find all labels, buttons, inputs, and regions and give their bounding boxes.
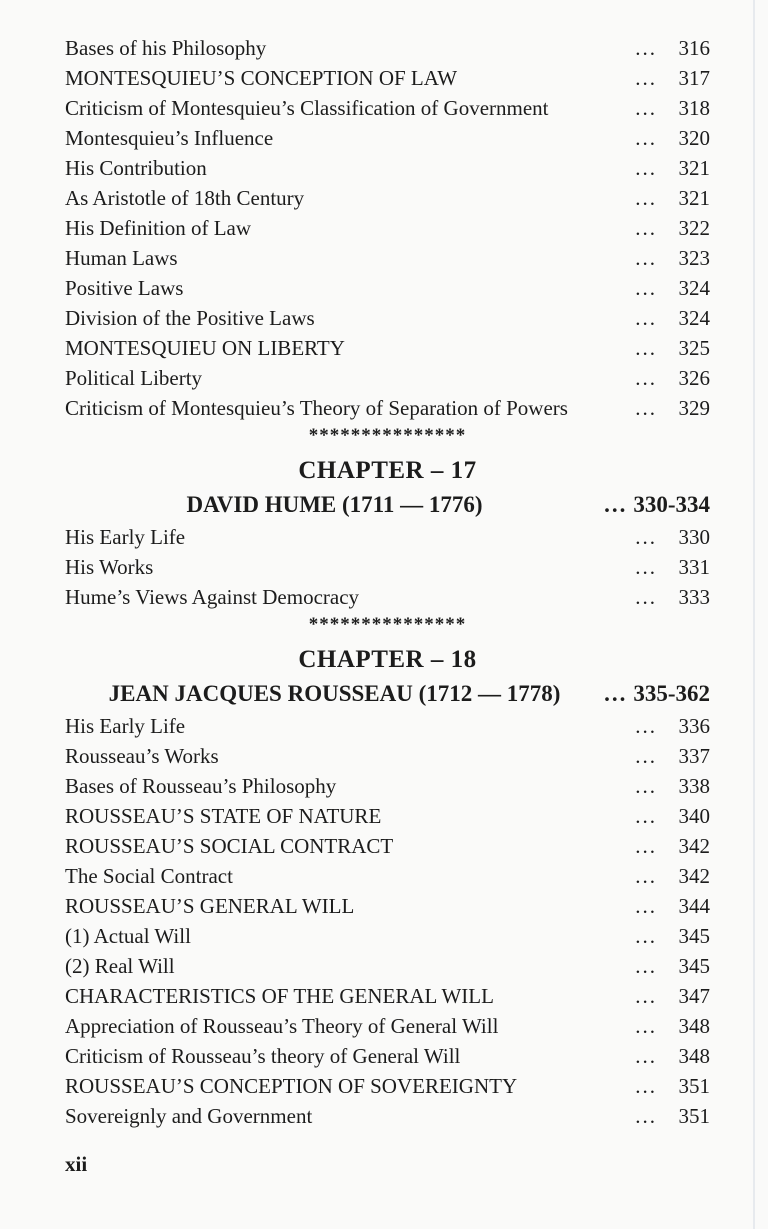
entry-page-number: 348 xyxy=(678,1044,710,1068)
toc-entry xyxy=(65,213,710,243)
entry-leader-dots: ... xyxy=(635,156,657,180)
entry-title: Sovereignly and Government xyxy=(65,1104,313,1128)
chapter-heading: CHAPTER – 18 xyxy=(298,646,477,673)
toc-entry xyxy=(65,861,710,891)
toc-entry xyxy=(65,801,710,831)
entry-leader-dots: ... xyxy=(635,774,657,798)
entry-title: As Aristotle of 18th Century xyxy=(65,186,305,210)
entry-title: ROUSSEAU’S CONCEPTION OF SOVEREIGNTY xyxy=(65,1074,518,1098)
entry-page-number: 329 xyxy=(678,396,710,420)
toc-entry xyxy=(65,711,710,741)
entry-page-number: 330 xyxy=(678,525,710,549)
toc-entry xyxy=(65,522,710,552)
toc-entry xyxy=(65,1101,710,1131)
toc-entry xyxy=(65,303,710,333)
entry-leader-dots: ... xyxy=(635,246,657,270)
entry-page-number: 325 xyxy=(678,336,710,360)
entry-page-number: 333 xyxy=(678,585,710,609)
stars-separator: *************** xyxy=(308,614,467,635)
entry-leader-dots: ... xyxy=(635,864,657,888)
entry-title: Criticism of Montesquieu’s Classification of Government xyxy=(65,96,549,120)
entry-title: His Early Life xyxy=(65,714,186,738)
toc-entry xyxy=(65,333,710,363)
toc-entry xyxy=(65,63,710,93)
toc-entry xyxy=(65,393,710,423)
entry-title: His Early Life xyxy=(65,525,186,549)
entry-leader-dots: ... xyxy=(635,336,657,360)
toc-rows xyxy=(65,33,710,1131)
entry-leader-dots: ... xyxy=(635,186,657,210)
entry-page-number: 351 xyxy=(678,1074,710,1098)
entry-page-number: 336 xyxy=(678,714,710,738)
toc-entry xyxy=(65,552,710,582)
chapter-name-line xyxy=(65,677,710,711)
toc-entry xyxy=(65,741,710,771)
entry-page-number: 345 xyxy=(678,954,710,978)
chapter-leader-dots: ... xyxy=(604,492,628,517)
entry-title: His Contribution xyxy=(65,156,207,180)
entry-leader-dots: ... xyxy=(635,216,657,240)
toc-entry xyxy=(65,891,710,921)
toc-entry xyxy=(65,183,710,213)
entry-page-number: 322 xyxy=(678,216,710,240)
toc-entry xyxy=(65,33,710,63)
chapter-page-range xyxy=(604,677,710,711)
entry-page-number: 340 xyxy=(678,804,710,828)
chapter-name-line xyxy=(65,488,710,522)
entry-page-number: 345 xyxy=(678,924,710,948)
entry-page-number: 348 xyxy=(678,1014,710,1038)
entry-title: ROUSSEAU’S STATE OF NATURE xyxy=(65,804,382,828)
entry-page-number: 351 xyxy=(678,1104,710,1128)
toc-entry xyxy=(65,1071,710,1101)
entry-title: Appreciation of Rousseau’s Theory of General Will xyxy=(65,1014,499,1038)
chapter-heading: CHAPTER – 17 xyxy=(298,457,477,484)
entry-page-number: 317 xyxy=(678,66,710,90)
entry-page-number: 342 xyxy=(678,864,710,888)
entry-title: The Social Contract xyxy=(65,864,233,888)
toc-entry xyxy=(65,153,710,183)
entry-page-number: 338 xyxy=(678,774,710,798)
stars-separator: *************** xyxy=(308,425,467,446)
entry-title: His Definition of Law xyxy=(65,216,252,240)
toc-entry xyxy=(65,951,710,981)
entry-title: Criticism of Montesquieu’s Theory of Separation of Powers xyxy=(65,396,568,420)
entry-title: (2) Real Will xyxy=(65,954,175,978)
toc-entry xyxy=(65,582,710,612)
entry-page-number: 337 xyxy=(678,744,710,768)
entry-page-number: 323 xyxy=(678,246,710,270)
chapter-pages: 335-362 xyxy=(633,681,710,706)
entry-leader-dots: ... xyxy=(635,66,657,90)
entry-leader-dots: ... xyxy=(635,1074,657,1098)
entry-leader-dots: ... xyxy=(635,36,657,60)
entry-title: Criticism of Rousseau’s theory of General Will xyxy=(65,1044,461,1068)
entry-title: Rousseau’s Works xyxy=(65,744,219,768)
entry-leader-dots: ... xyxy=(635,1044,657,1068)
entry-title: MONTESQUIEU ON LIBERTY xyxy=(65,336,345,360)
entry-title: Montesquieu’s Influence xyxy=(65,126,274,150)
chapter-leader-dots: ... xyxy=(604,681,628,706)
toc-entry xyxy=(65,1011,710,1041)
entry-leader-dots: ... xyxy=(635,525,657,549)
entry-leader-dots: ... xyxy=(635,744,657,768)
entry-title: Division of the Positive Laws xyxy=(65,306,315,330)
entry-leader-dots: ... xyxy=(635,126,657,150)
entry-title: Positive Laws xyxy=(65,276,184,300)
entry-leader-dots: ... xyxy=(635,585,657,609)
entry-leader-dots: ... xyxy=(635,894,657,918)
toc-entry xyxy=(65,273,710,303)
entry-page-number: 326 xyxy=(678,366,710,390)
entry-title: (1) Actual Will xyxy=(65,924,191,948)
entry-title: His Works xyxy=(65,555,154,579)
toc-entry xyxy=(65,981,710,1011)
chapter-pages: 330-334 xyxy=(633,492,710,517)
entry-leader-dots: ... xyxy=(635,396,657,420)
toc-entry xyxy=(65,363,710,393)
entry-page-number: 321 xyxy=(678,186,710,210)
toc-entry xyxy=(65,1041,710,1071)
toc-entry xyxy=(65,123,710,153)
chapter-name: JEAN JACQUES ROUSSEAU (1712 — 1778) xyxy=(108,681,561,706)
entry-page-number: 347 xyxy=(678,984,710,1008)
footer-page-number: xii xyxy=(65,1152,88,1176)
entry-title: CHARACTERISTICS OF THE GENERAL WILL xyxy=(65,984,494,1008)
entry-leader-dots: ... xyxy=(635,306,657,330)
entry-title: Bases of Rousseau’s Philosophy xyxy=(65,774,337,798)
entry-title: ROUSSEAU’S SOCIAL CONTRACT xyxy=(65,834,394,858)
chapter-name: DAVID HUME (1711 — 1776) xyxy=(186,492,483,517)
toc-entry xyxy=(65,771,710,801)
entry-leader-dots: ... xyxy=(635,834,657,858)
toc-entry xyxy=(65,93,710,123)
entry-page-number: 342 xyxy=(678,834,710,858)
entry-leader-dots: ... xyxy=(635,555,657,579)
toc-entry xyxy=(65,243,710,273)
entry-title: Bases of his Philosophy xyxy=(65,36,267,60)
entry-leader-dots: ... xyxy=(635,96,657,120)
entry-leader-dots: ... xyxy=(635,804,657,828)
entry-page-number: 324 xyxy=(678,276,710,300)
entry-leader-dots: ... xyxy=(635,924,657,948)
entry-title: Political Liberty xyxy=(65,366,203,390)
entry-page-number: 344 xyxy=(678,894,710,918)
entry-leader-dots: ... xyxy=(635,1014,657,1038)
chapter-page-range xyxy=(604,488,710,522)
entry-leader-dots: ... xyxy=(635,1104,657,1128)
entry-leader-dots: ... xyxy=(635,714,657,738)
entry-leader-dots: ... xyxy=(635,954,657,978)
toc-entry xyxy=(65,921,710,951)
entry-title: Hume’s Views Against Democracy xyxy=(65,585,360,609)
entry-title: Human Laws xyxy=(65,246,178,270)
toc-entry xyxy=(65,831,710,861)
entry-title: ROUSSEAU’S GENERAL WILL xyxy=(65,894,355,918)
entry-page-number: 316 xyxy=(678,36,710,60)
entry-page-number: 331 xyxy=(678,555,710,579)
entry-leader-dots: ... xyxy=(635,366,657,390)
entry-page-number: 320 xyxy=(678,126,710,150)
entry-title: MONTESQUIEU’S CONCEPTION OF LAW xyxy=(65,66,458,90)
entry-leader-dots: ... xyxy=(635,276,657,300)
entry-page-number: 321 xyxy=(678,156,710,180)
entry-page-number: 324 xyxy=(678,306,710,330)
entry-leader-dots: ... xyxy=(635,984,657,1008)
entry-page-number: 318 xyxy=(678,96,710,120)
